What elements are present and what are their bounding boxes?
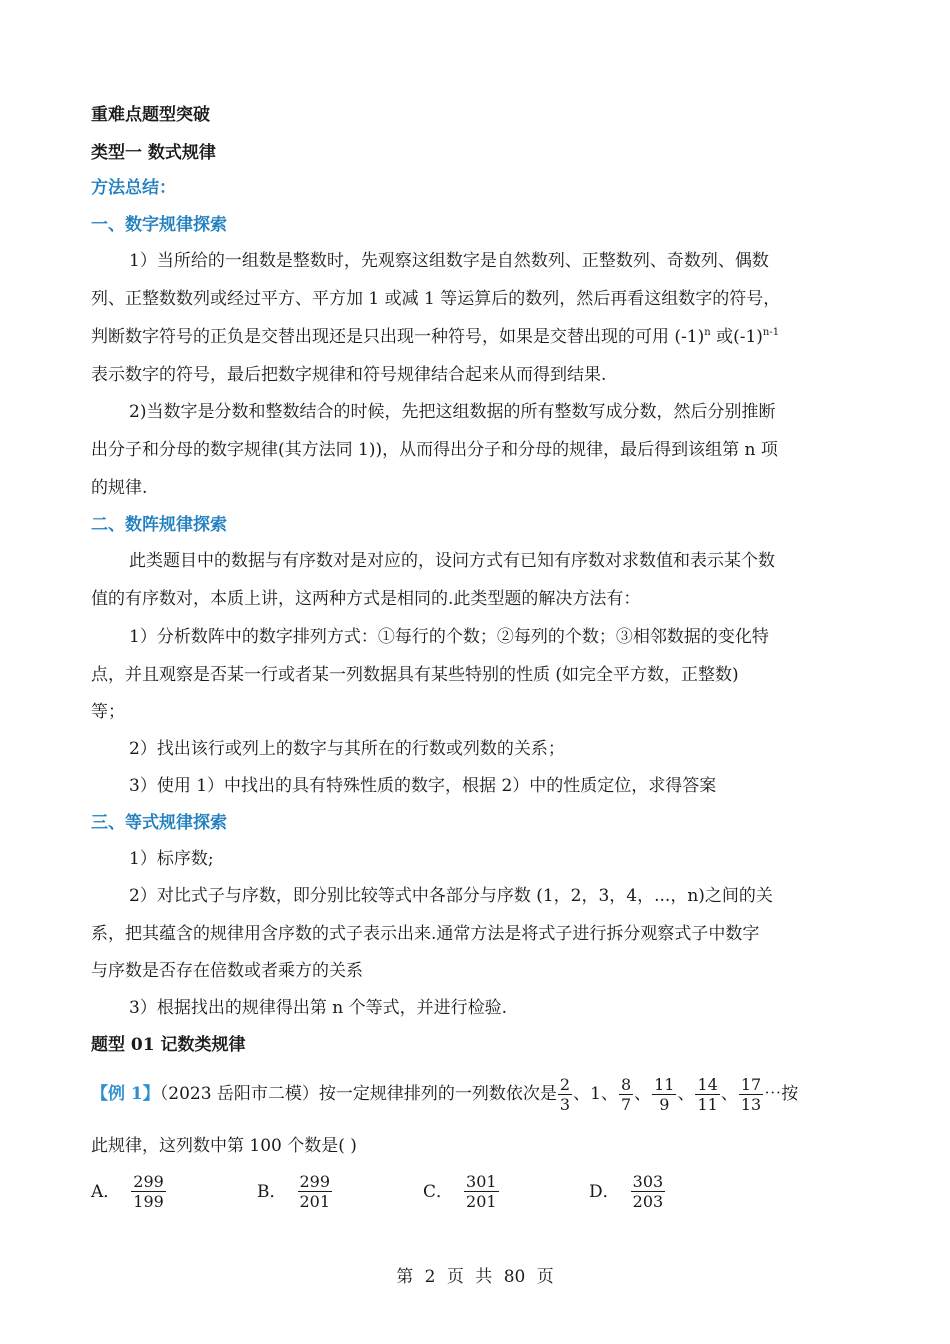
section2-title: 二、数阵规律探索 bbox=[91, 515, 227, 535]
fraction-17-13 bbox=[739, 1075, 763, 1114]
sec3-p2-line2: 系，把其蕴含的规律用含序数的式子表示出来.通常方法是将式子进行拆分观察式子中数字 bbox=[91, 924, 760, 944]
option-letter: C． bbox=[423, 1181, 454, 1202]
sec1-p2-line3: 的规律. bbox=[91, 478, 148, 498]
option-fraction bbox=[131, 1172, 166, 1211]
option-d[interactable] bbox=[589, 1172, 666, 1211]
sec3-p1: 1）标序数; bbox=[129, 849, 214, 869]
sec1-p1-line3-text2: 或(-1) bbox=[710, 327, 763, 347]
option-letter: B． bbox=[257, 1181, 287, 1202]
sec2-p1-line1: 此类题目中的数据与有序数对是对应的，设问方式有已知有序数对求数值和表示某个数 bbox=[129, 551, 775, 571]
method-summary-label: 方法总结： bbox=[91, 178, 176, 198]
sec1-p1-line3-text: 判断数字符号的正负是交替出现还是只出现一种符号，如果是交替出现的可用 (-1) bbox=[91, 327, 705, 347]
fraction-numerator: 299 bbox=[133, 1172, 164, 1191]
type01-title: 题型 01 记数类规律 bbox=[91, 1035, 246, 1055]
fraction-denominator: 201 bbox=[466, 1192, 497, 1211]
fraction-14-11 bbox=[695, 1075, 719, 1114]
sec2-p2-line3: 等； bbox=[91, 702, 125, 722]
sec2-p2-line2: 点，并且观察是否某一行或者某一列数据具有某些特别的性质 (如完全平方数，正整数) bbox=[91, 665, 739, 685]
fraction-numerator: 301 bbox=[466, 1172, 497, 1191]
sec2-p1-line2: 值的有序数对，本质上讲，这两种方式是相同的.此类型题的解决方法有： bbox=[91, 589, 641, 609]
sec1-p1-line4: 表示数字的符号，最后把数字规律和符号规律结合起来从而得到结果. bbox=[91, 365, 607, 385]
term-one: 1 bbox=[590, 1084, 601, 1104]
type1-title: 类型一 数式规律 bbox=[91, 143, 216, 163]
sec1-p1-line1: 1）当所给的一组数是整数时，先观察这组数字是自然数列、正整数列、奇数列、偶数 bbox=[129, 251, 769, 271]
sec3-p2-line3: 与序数是否存在倍数或者乘方的关系 bbox=[91, 961, 363, 981]
exponent-n-minus-1: n-1 bbox=[762, 327, 780, 338]
example-label: 【例 1】 bbox=[91, 1084, 160, 1104]
fraction-2-3 bbox=[558, 1075, 572, 1114]
fraction-numerator: 17 bbox=[740, 1075, 762, 1094]
option-a[interactable] bbox=[91, 1172, 167, 1211]
sec1-p2-line2: 出分子和分母的数字规律(其方法同 1))，从而得出分子和分母的规律，最后得到该组第 n 项 bbox=[91, 440, 778, 460]
option-letter: D． bbox=[589, 1181, 620, 1202]
fraction-numerator: 11 bbox=[654, 1075, 675, 1094]
example-source-text: （2023 岳阳市二模）按一定规律排列的一列数依次是 bbox=[159, 1084, 557, 1104]
separator: 、 bbox=[634, 1084, 652, 1104]
separator: 、 bbox=[573, 1084, 591, 1104]
example1-line1 bbox=[91, 1068, 861, 1120]
sec1-p1-line3 bbox=[91, 326, 861, 348]
sec3-p2-line1: 2）对比式子与序数，即分别比较等式中各部分与序数 (1，2，3，4，...，n)之间的关 bbox=[129, 886, 773, 906]
fraction-numerator: 8 bbox=[620, 1075, 632, 1094]
separator: 、 bbox=[600, 1084, 618, 1104]
sec2-p2-line1: 1）分析数阵中的数字排列方式：①每行的个数；②每列的个数；③相邻数据的变化特 bbox=[129, 627, 769, 647]
option-letter: A． bbox=[91, 1181, 121, 1202]
example1-line2: 此规律，这列数中第 100 个数是( ) bbox=[91, 1136, 357, 1156]
sec2-p4: 3）使用 1）中找出的具有特殊性质的数字，根据 2）中的性质定位，求得答案 bbox=[129, 776, 717, 796]
fraction-denominator: 201 bbox=[299, 1192, 331, 1211]
page-footer: 第 2 页 共 80 页 bbox=[396, 1267, 554, 1287]
exponent-n: n bbox=[704, 327, 711, 338]
option-fraction bbox=[298, 1172, 333, 1211]
heading-main: 重难点题型突破 bbox=[91, 105, 210, 125]
fraction-numerator: 303 bbox=[632, 1172, 664, 1191]
fraction-denominator: 7 bbox=[620, 1095, 632, 1114]
fraction-denominator: 203 bbox=[632, 1192, 664, 1211]
section3-title: 三、等式规律探索 bbox=[91, 813, 227, 833]
sec1-p2-line1: 2)当数字是分数和整数结合的时候，先把这组数据的所有整数写成分数，然后分别推断 bbox=[129, 402, 776, 422]
sec1-p1-line2: 列、正整数数列或经过平方、平方加 1 或减 1 等运算后的数列，然后再看这组数字的符号， bbox=[91, 289, 781, 309]
fraction-denominator: 3 bbox=[559, 1095, 571, 1114]
option-c[interactable] bbox=[423, 1172, 500, 1211]
option-fraction bbox=[631, 1172, 666, 1211]
fraction-denominator: 199 bbox=[133, 1192, 164, 1211]
fraction-numerator: 2 bbox=[559, 1075, 571, 1094]
separator: 、 bbox=[720, 1084, 738, 1104]
fraction-denominator: 13 bbox=[740, 1095, 762, 1114]
fraction-11-9 bbox=[652, 1075, 676, 1114]
option-b[interactable] bbox=[257, 1172, 333, 1211]
option-fraction bbox=[464, 1172, 499, 1211]
fraction-denominator: 11 bbox=[697, 1095, 718, 1114]
sec3-p3: 3）根据找出的规律得出第 n 个等式，并进行检验. bbox=[129, 998, 507, 1018]
fraction-numerator: 14 bbox=[697, 1075, 718, 1094]
sec2-p3: 2）找出该行或列上的数字与其所在的行数或列数的关系； bbox=[129, 739, 565, 759]
section1-title: 一、数字规律探索 bbox=[91, 215, 227, 235]
fraction-8-7 bbox=[619, 1075, 633, 1114]
separator: 、 bbox=[677, 1084, 695, 1104]
fraction-numerator: 299 bbox=[299, 1172, 331, 1191]
example-tail-text: ⋯按 bbox=[764, 1084, 799, 1104]
fraction-denominator: 9 bbox=[659, 1095, 670, 1114]
